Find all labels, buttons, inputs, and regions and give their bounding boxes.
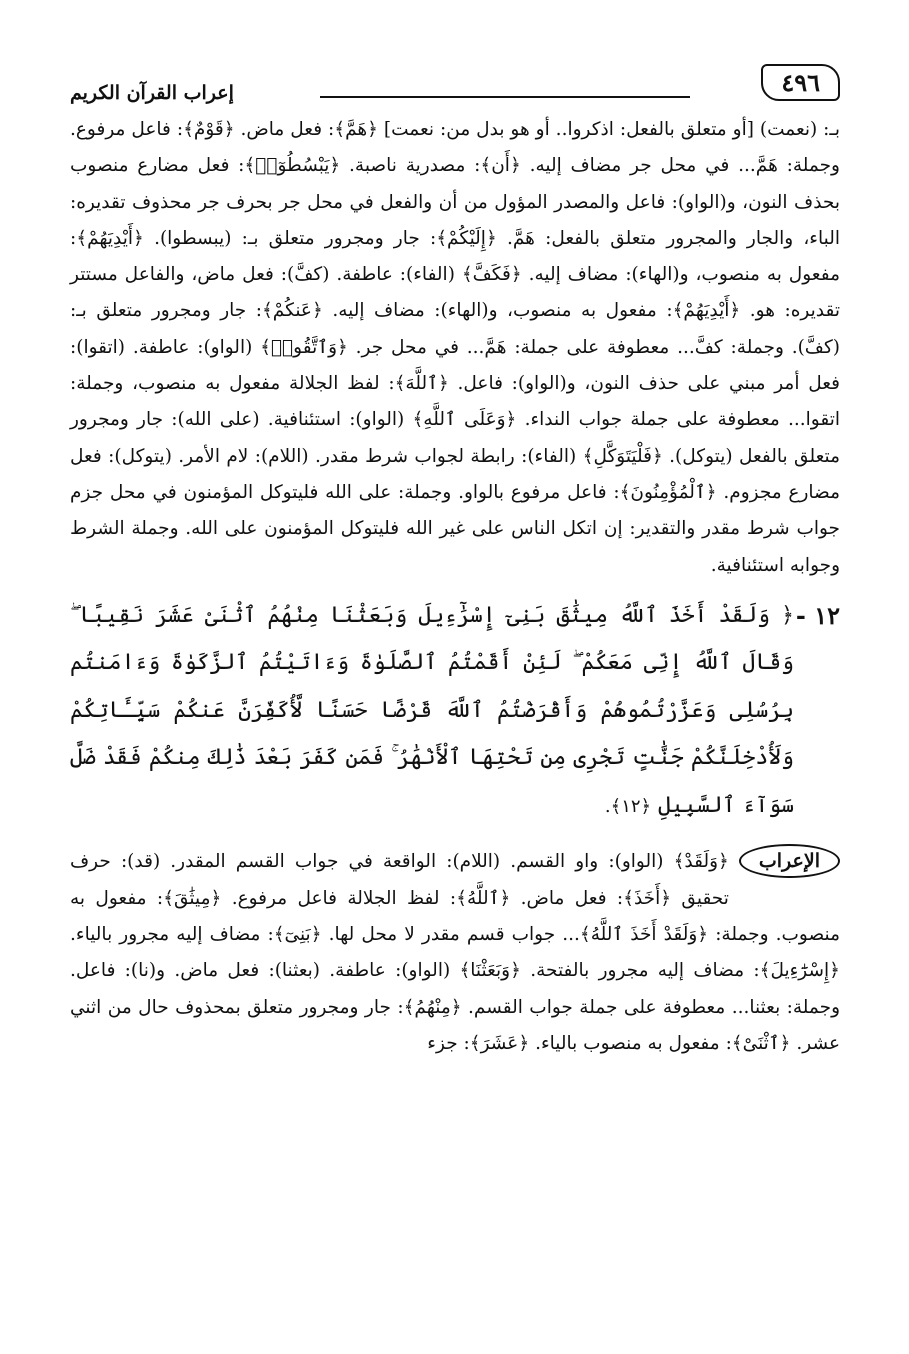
irab-text: ﴿وَلَقَدْ﴾ (الواو): واو القسم. (اللام): الواقعة في جواب القسم المقدر. (قد): حرف تحقيق ﴿أَخَذَ﴾: فعل ماض. ﴿ٱللَّهُ﴾: لفظ الجلالة فاعل مرفوع. ﴿مِيثَٰقَ﴾: مفعول به منصوب. وجملة: ﴿وَلَقَدْ أَخَذَ ٱللَّهُ﴾... جواب قسم مقدر لا محل لها. ﴿بَنِىٓ﴾: مضاف إليه مجرور بالياء. ﴿إِسْرَٰٓءِيلَ﴾: مضاف إليه مجرور بالفتحة. ﴿وَبَعَثْنَا﴾ (الواو): عاطفة. (بعثنا): فعل ماض. و(نا): فاعل. وجملة: بعثنا... معطوفة على جملة جواب القسم. ﴿مِنْهُمُ﴾: جار ومجرور متعلق بمحذوف حال من اثني عشر. ﴿ٱثْنَىْ﴾: مفعول به منصوب بالياء. ﴿عَشَرَ﴾: جزء (70, 851, 840, 1054)
verse-number: ١٢ - (795, 600, 840, 630)
book-title: إعراب القرآن الكريم (70, 82, 234, 104)
page-number: ٤٩٦ (761, 64, 840, 101)
irab-heading-badge: الإعراب (739, 844, 840, 878)
verse-end-marker: ﴿١٢﴾. (604, 795, 652, 817)
verse-text: ﴿ وَلَقَدْ أَخَذَ ٱللَّهُ مِيثَٰقَ بَنِىٓ إِسْرَٰٓءِيلَ وَبَعَثْنَا مِنْهُمُ ٱثْنَىْ عَشَرَ نَقِيبًا ۖ وَقَالَ ٱللَّهُ إِنِّى مَعَكُمْ ۖ لَئِنْ أَقَمْتُمُ ٱلصَّلَوٰةَ وَءَاتَيْتُمُ ٱلزَّكَوٰةَ وَءَامَنتُم بِرُسُلِى وَعَزَّرْتُمُوهُمْ وَأَقْرَضْتُمُ ٱللَّهَ قَرْضًا حَسَنًا لَّأُكَفِّرَنَّ عَنكُمْ سَيِّـَٔاتِكُمْ وَلَأُدْخِلَنَّكُمْ جَنَّٰتٍ تَجْرِى مِن تَحْتِهَا ٱلْأَنْهَٰرُ ۚ فَمَن كَفَرَ بَعْدَ ذَٰلِكَ مِنكُمْ فَقَدْ ضَلَّ سَوَآءَ ٱلسَّبِيلِ (70, 602, 794, 818)
irab-section (70, 844, 840, 1062)
commentary-previous-verse: بـ: (نعمت) [أو متعلق بالفعل: اذكروا.. أو هو بدل من: نعمت] ﴿هَمَّ﴾: فعل ماض. ﴿قَوْمٌ﴾: فاعل مرفوع. وجملة: هَمَّ... في محل جر مضاف إليه. ﴿أَن﴾: مصدرية ناصبة. ﴿يَبْسُطُوٓا۟﴾: فعل مضارع منصوب بحذف النون، و(الواو): فاعل والمصدر المؤول من أن والفعل في محل جر بحرف جر محذوف تقديره: الباء، والجار والمجرور متعلق بالفعل: هَمَّ. ﴿إِلَيْكُمْ﴾: جار ومجرور متعلق بـ: (يبسطوا). ﴿أَيْدِيَهُمْ﴾: مفعول به منصوب، و(الهاء): مضاف إليه. ﴿فَكَفَّ﴾ (الفاء): عاطفة. (كفَّ): فعل ماض، والفاعل مستتر تقديره: هو. ﴿أَيْدِيَهُمْ﴾: مفعول به منصوب، و(الهاء): مضاف إليه. ﴿عَنكُمْ﴾: جار ومجرور متعلق بـ: (كفَّ). وجملة: كفَّ... معطوفة على جملة: هَمَّ... في محل جر. ﴿وَٱتَّقُوا۟﴾ (الواو): عاطفة. (اتقوا): فعل أمر مبني على حذف النون، و(الواو): فاعل. ﴿ٱللَّهَ﴾: لفظ الجلالة مفعول به منصوب، وجملة: اتقوا... معطوفة على جملة جواب النداء. ﴿وَعَلَى ٱللَّهِ﴾ (الواو): استئنافية. (على الله): جار ومجرور متعلق بالفعل (يتوكل). ﴿فَلْيَتَوَكَّلِ﴾ (الفاء): رابطة لجواب شرط مقدر. (اللام): لام الأمر. (يتوكل): فعل مضارع مجزوم. ﴿ٱلْمُؤْمِنُونَ﴾: فاعل مرفوع بالواو. وجملة: على الله فليتوكل المؤمنون في محل جزم جواب شرط مقدر والتقدير: إن اتكل الناس على غير الله فليتوكل المؤمنون على الله. وجملة الشرط وجوابه استئنافية. (70, 119, 840, 576)
book-page (70, 58, 840, 1062)
header-rule (320, 96, 690, 98)
page-header (70, 58, 840, 110)
quran-verse (70, 592, 840, 831)
